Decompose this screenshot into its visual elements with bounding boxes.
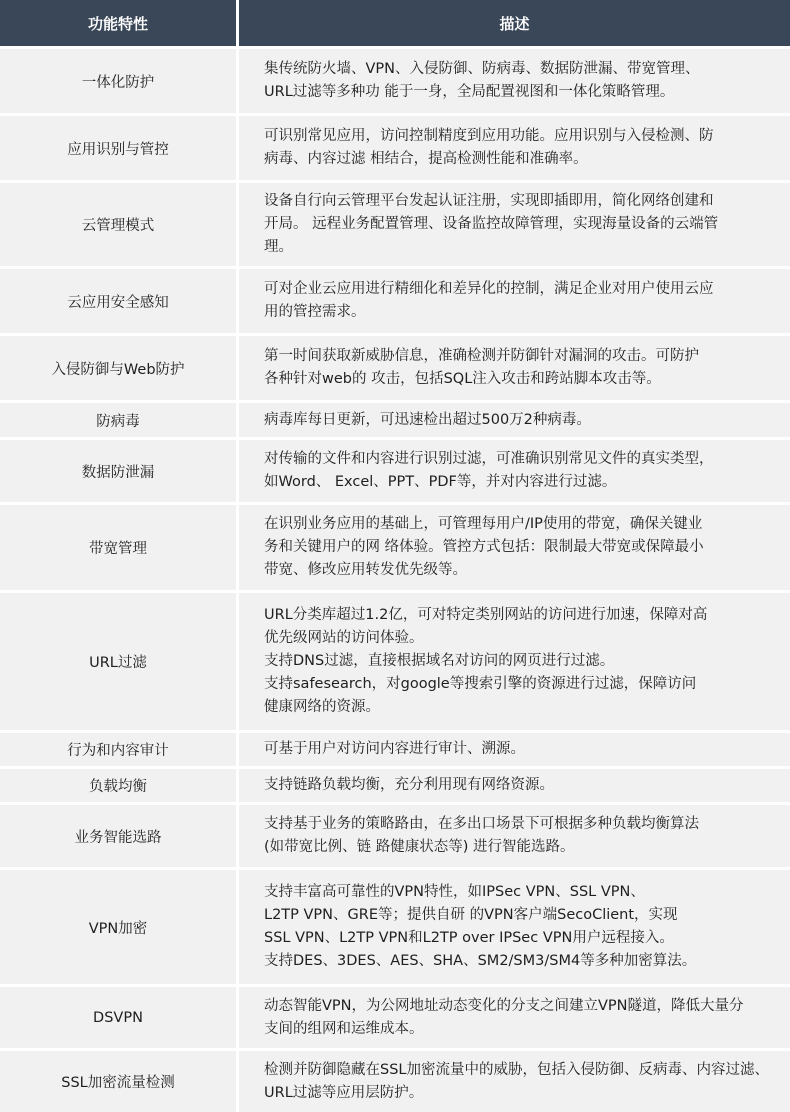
description-line: URL过滤等多种功 能于一身，全局配置视图和一体化策略管理。: [264, 84, 675, 100]
table-header: [0, 0, 790, 46]
description-cell: [239, 505, 790, 590]
feature-cell: 行为和内容审计: [0, 733, 236, 766]
table-row: [0, 440, 790, 505]
description-line: 病毒库每日更新，可迅速检出超过500万2种病毒。: [264, 411, 591, 428]
table-row: [0, 403, 790, 440]
feature-cell: VPN加密: [0, 870, 236, 984]
description-line: SSL VPN、L2TP VPN和L2TP over IPSec VPN用户远程接入。: [264, 930, 674, 946]
description-cell: [239, 987, 790, 1048]
description-line: 支持丰富高可靠性的VPN特性，如IPSec VPN、SSL VPN、: [264, 884, 645, 900]
table-row: [0, 987, 790, 1051]
header-description: 描述: [239, 0, 790, 46]
description-line: 支持基于业务的策略路由，在多出口场景下可根据多种负载均衡算法: [264, 816, 699, 832]
feature-cell: 云管理模式: [0, 183, 236, 266]
description-line: 用的管控需求。: [264, 304, 366, 320]
description-cell: [239, 870, 790, 984]
table-row: [0, 1051, 790, 1112]
feature-cell: 业务智能选路: [0, 805, 236, 867]
feature-cell: DSVPN: [0, 987, 236, 1048]
description-line: 支持链路负载均衡，充分利用现有网络资源。: [264, 777, 554, 793]
feature-cell: 数据防泄漏: [0, 440, 236, 502]
description-line: 优先级网站的访问体验。: [264, 630, 424, 646]
feature-cell: 带宽管理: [0, 505, 236, 590]
description-line: 可识别常见应用，访问控制精度到应用功能。应用识别与入侵检测、防: [264, 128, 714, 144]
table-row: [0, 769, 790, 805]
table-row: [0, 49, 790, 116]
description-line: 第一时间获取新威胁信息，准确检测并防御针对漏洞的攻击。可防护: [264, 348, 699, 364]
description-cell: [239, 805, 790, 867]
description-line: 带宽、修改应用转发优先级等。: [264, 562, 467, 578]
description-line: 各种针对web的 攻击，包括SQL注入攻击和跨站脚本攻击等。: [264, 371, 661, 387]
description-line: L2TP VPN、GRE等；提供自研 的VPN客户端SecoClient，实现: [264, 907, 678, 923]
description-line: 可对企业云应用进行精细化和差异化的控制，满足企业对用户使用云应: [264, 281, 714, 297]
feature-cell: URL过滤: [0, 593, 236, 730]
table-row: [0, 593, 790, 733]
description-cell: [239, 403, 790, 437]
feature-cell: 防病毒: [0, 403, 236, 437]
description-line: 集传统防火墙、VPN、入侵防御、防病毒、数据防泄漏、带宽管理、: [264, 61, 700, 77]
description-cell: [239, 116, 790, 180]
description-cell: [239, 1051, 790, 1112]
table-row: [0, 505, 790, 593]
description-line: 如Word、 Excel、PPT、PDF等，并对内容进行过滤。: [264, 474, 617, 490]
description-cell: [239, 593, 790, 730]
table-row: [0, 805, 790, 870]
description-line: 务和关键用户的网 络体验。管控方式包括：限制最大带宽或保障最小: [264, 539, 704, 555]
description-cell: [239, 183, 790, 266]
description-cell: [239, 269, 790, 333]
description-cell: [239, 336, 790, 400]
header-feature: 功能特性: [0, 0, 236, 46]
feature-cell: 应用识别与管控: [0, 116, 236, 180]
table-row: [0, 336, 790, 403]
table-row: [0, 269, 790, 336]
description-line: 动态智能VPN，为公网地址动态变化的分支之间建立VPN隧道，降低大量分: [264, 997, 744, 1014]
description-line: 支间的组网和运维成本。: [264, 1020, 424, 1037]
table-row: [0, 870, 790, 987]
feature-cell: SSL加密流量检测: [0, 1051, 236, 1112]
description-cell: [239, 440, 790, 502]
description-line: 检测并防御隐藏在SSL加密流量中的威胁，包括入侵防御、反病毒、内容过滤、: [264, 1061, 769, 1078]
description-line: URL过滤等应用层防护。: [264, 1084, 424, 1101]
description-cell: [239, 49, 790, 113]
description-line: 在识别业务应用的基础上，可管理每用户/IP使用的带宽，确保关键业: [264, 516, 703, 532]
feature-cell: 一体化防护: [0, 49, 236, 113]
table-row: [0, 183, 790, 269]
description-line: 支持DES、3DES、AES、SHA、SM2/SM3/SM4等多种加密算法。: [264, 953, 697, 969]
description-line: 支持DNS过滤，直接根据域名对访问的网页进行过滤。: [264, 653, 615, 669]
description-line: (如带宽比例、链 路健康状态等) 进行智能选路。: [264, 839, 575, 855]
feature-cell: 负载均衡: [0, 769, 236, 802]
description-line: 病毒、内容过滤 相结合，提高检测性能和准确率。: [264, 151, 588, 167]
description-line: 健康网络的资源。: [264, 699, 380, 715]
description-cell: [239, 733, 790, 766]
description-line: 对传输的文件和内容进行识别过滤，可准确识别常见文件的真实类型，: [264, 451, 714, 467]
description-line: 可基于用户对访问内容进行审计、溯源。: [264, 741, 525, 757]
feature-cell: 入侵防御与Web防护: [0, 336, 236, 400]
description-line: 设备自行向云管理平台发起认证注册，实现即插即用，简化网络创建和: [264, 193, 714, 209]
description-line: 理。: [264, 239, 293, 255]
description-line: 支持safesearch，对google等搜索引擎的资源进行过滤，保障访问: [264, 676, 697, 692]
description-line: 开局。 远程业务配置管理、设备监控故障管理，实现海量设备的云端管: [264, 216, 719, 232]
description-cell: [239, 769, 790, 802]
description-line: URL分类库超过1.2亿，可对特定类别网站的访问进行加速，保障对高: [264, 607, 708, 623]
feature-cell: 云应用安全感知: [0, 269, 236, 333]
table-row: [0, 733, 790, 769]
table-row: [0, 116, 790, 183]
